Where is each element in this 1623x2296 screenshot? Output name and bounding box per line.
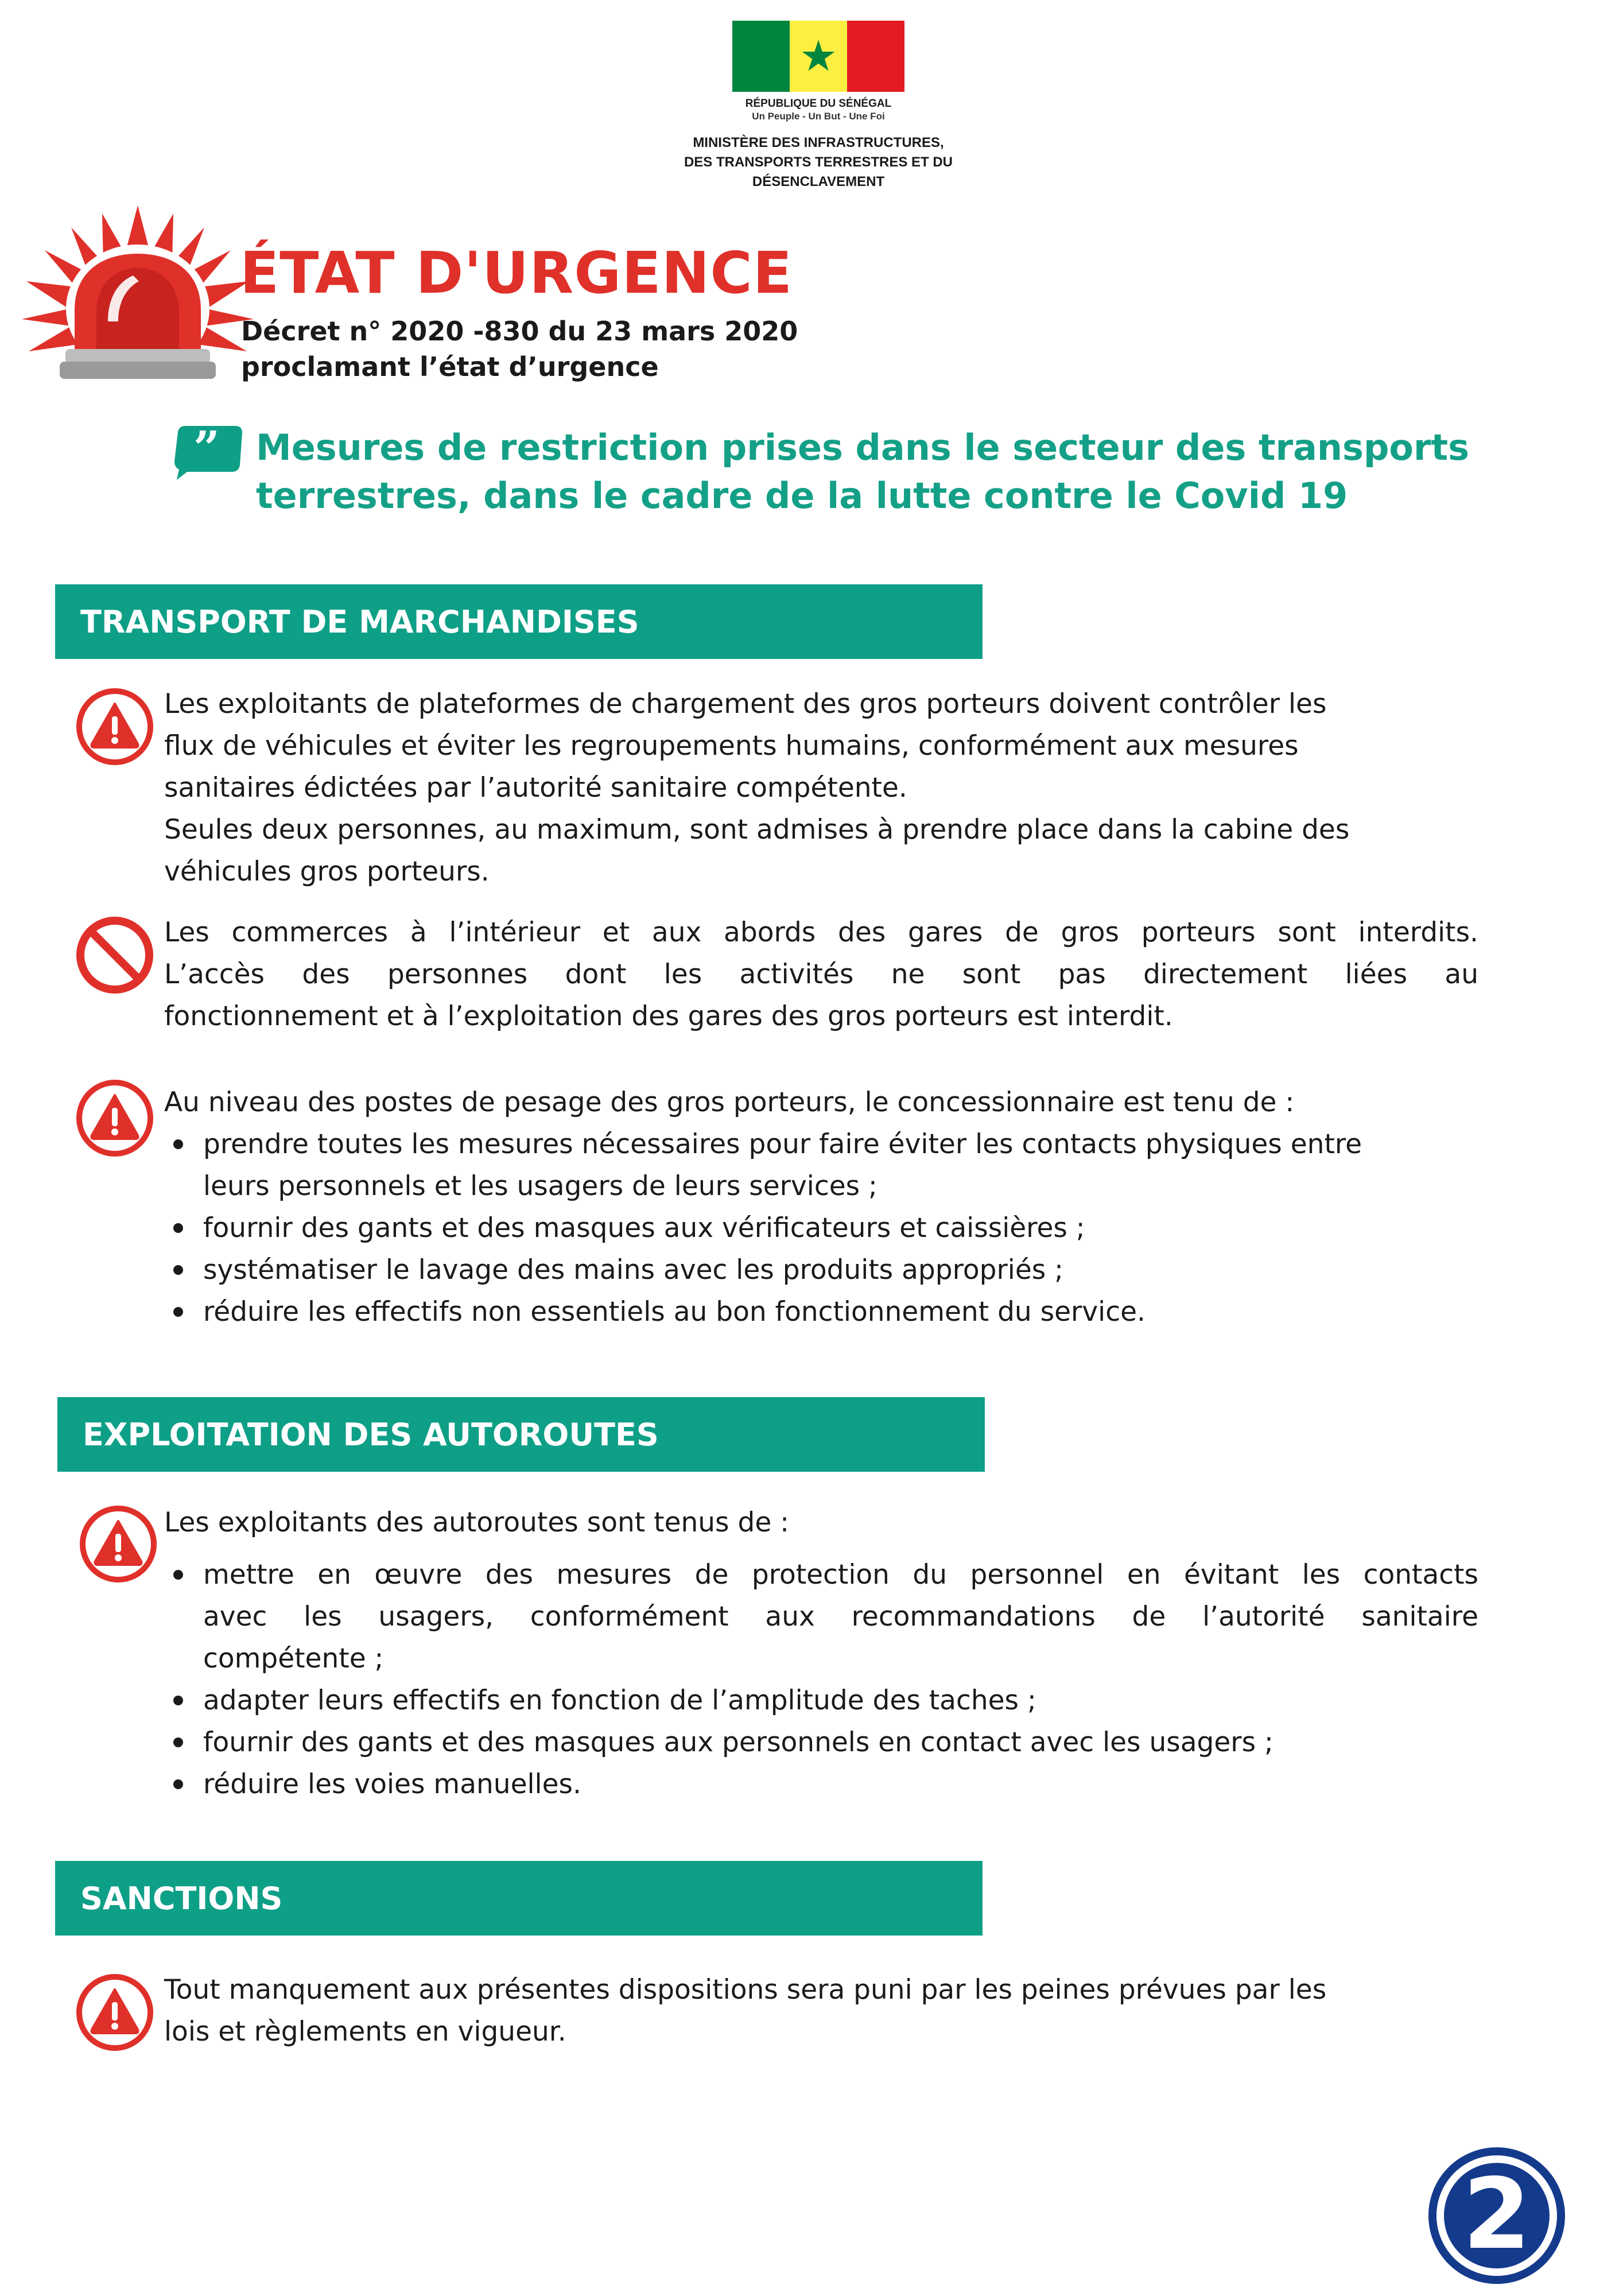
- text-line: fonctionnement et à l’exploitation des gares des gros porteurs est interdit.: [164, 1000, 1173, 1032]
- warning-icon: [75, 1972, 155, 2053]
- page-title: ÉTAT D'URGENCE: [240, 239, 793, 307]
- text-line: Les commerces à l’intérieur et aux abords des gares de gros porteurs sont interdits.: [164, 917, 1478, 948]
- decree-line: Décret n° 2020 -830 du 23 mars 2020: [241, 316, 798, 347]
- subheadline-line: Mesures de restriction prises dans le secteur des transports: [256, 426, 1470, 468]
- text-line: systématiser le lavage des mains avec les produits appropriés ;: [203, 1254, 1064, 1286]
- subheadline: [256, 424, 1564, 520]
- text-line: fournir des gants et des masques aux personnels en contact avec les usagers ;: [203, 1727, 1273, 1758]
- list-item: [203, 1291, 1478, 1333]
- text-line: sanitaires édictées par l’autorité sanitaire compétente.: [164, 772, 907, 804]
- national-motto: Un Peuple - Un But - Une Foi: [752, 111, 885, 122]
- list-item: [203, 1721, 1478, 1763]
- text-line: véhicules gros porteurs.: [164, 856, 490, 887]
- text-line: Les exploitants de plateformes de chargement des gros porteurs doivent contrôler les: [164, 688, 1327, 720]
- text-line: avec les usagers, conformément aux recommandations de l’autorité sanitaire: [203, 1601, 1478, 1632]
- page-number: 2: [1462, 2158, 1531, 2271]
- text-line: flux de véhicules et éviter les regroupements humains, conformément aux mesures: [164, 730, 1299, 762]
- flag-band-yellow: [790, 21, 847, 92]
- section-bar-transport-marchandises: TRANSPORT DE MARCHANDISES: [55, 584, 983, 659]
- subheadline-line: terrestres, dans le cadre de la lutte contre le Covid 19: [256, 475, 1348, 517]
- text-line: réduire les effectifs non essentiels au bon fonctionnement du service.: [203, 1296, 1146, 1328]
- flag-band-green: [732, 21, 790, 92]
- text-line: réduire les voies manuelles.: [203, 1768, 581, 1800]
- paragraph-pesage: [164, 1081, 1478, 1333]
- text-line: mettre en œuvre des mesures de protection du personnel en évitant les contacts: [203, 1559, 1478, 1591]
- text-line: fournir des gants et des masques aux vérificateurs et caissières ;: [203, 1212, 1085, 1244]
- warning-icon: [75, 1078, 155, 1158]
- bullet-list: [164, 1543, 1478, 1805]
- list-item: [203, 1249, 1478, 1291]
- list-item: [203, 1763, 1478, 1805]
- section-bar-autoroutes: EXPLOITATION DES AUTOROUTES: [57, 1397, 985, 1472]
- senegal-flag: [732, 21, 904, 92]
- ministry-name: MINISTÈRE DES INFRASTRUCTURES, DES TRANSPORTS TERRESTRES ET DU DÉSENCLAVEMENT: [684, 135, 953, 189]
- text-line: Au niveau des postes de pesage des gros porteurs, le concessionnaire est tenu de :: [164, 1087, 1295, 1118]
- text-line: lois et règlements en vigueur.: [164, 2016, 566, 2047]
- page-number-badge: [1428, 2147, 1566, 2285]
- section-bar-sanctions: SANCTIONS: [55, 1861, 983, 1936]
- paragraph-chargement: [164, 683, 1478, 893]
- text-line: leurs personnels et les usagers de leurs services ;: [203, 1170, 877, 1202]
- siren-icon: [17, 201, 258, 390]
- text-line: compétente ;: [203, 1643, 384, 1674]
- warning-icon: [78, 1504, 158, 1584]
- paragraph-autoroutes: [164, 1502, 1478, 1805]
- text-line: Les exploitants des autoroutes sont tenus de :: [164, 1507, 790, 1538]
- paragraph-sanctions: [164, 1969, 1478, 2053]
- text-line: prendre toutes les mesures nécessaires pour faire éviter les contacts physiques entre: [203, 1128, 1362, 1160]
- decree-line: proclamant l’état d’urgence: [241, 351, 659, 382]
- list-item: [203, 1554, 1478, 1680]
- star-icon: ★: [799, 32, 838, 81]
- warning-icon: [75, 687, 155, 767]
- bullet-list: [164, 1123, 1478, 1333]
- text-line: L’accès des personnes dont les activités ne sont pas directement liées au: [164, 959, 1478, 990]
- prohibited-icon: [75, 915, 155, 995]
- paragraph-commerces: [164, 912, 1478, 1037]
- decree-reference: [241, 313, 798, 385]
- flag-band-red: [847, 21, 904, 92]
- text-line: Tout manquement aux présentes dispositions sera puni par les peines prévues par les: [164, 1974, 1327, 2006]
- list-item: [203, 1207, 1478, 1249]
- quote-bubble-icon: [171, 424, 246, 481]
- svg-text:”: ”: [193, 424, 220, 475]
- text-line: Seules deux personnes, au maximum, sont admises à prendre place dans la cabine des: [164, 814, 1350, 846]
- list-item: [203, 1680, 1478, 1721]
- list-item: [203, 1123, 1478, 1207]
- republic-name: RÉPUBLIQUE DU SÉNÉGAL: [745, 98, 892, 110]
- text-line: adapter leurs effectifs en fonction de l’amplitude des taches ;: [203, 1685, 1036, 1716]
